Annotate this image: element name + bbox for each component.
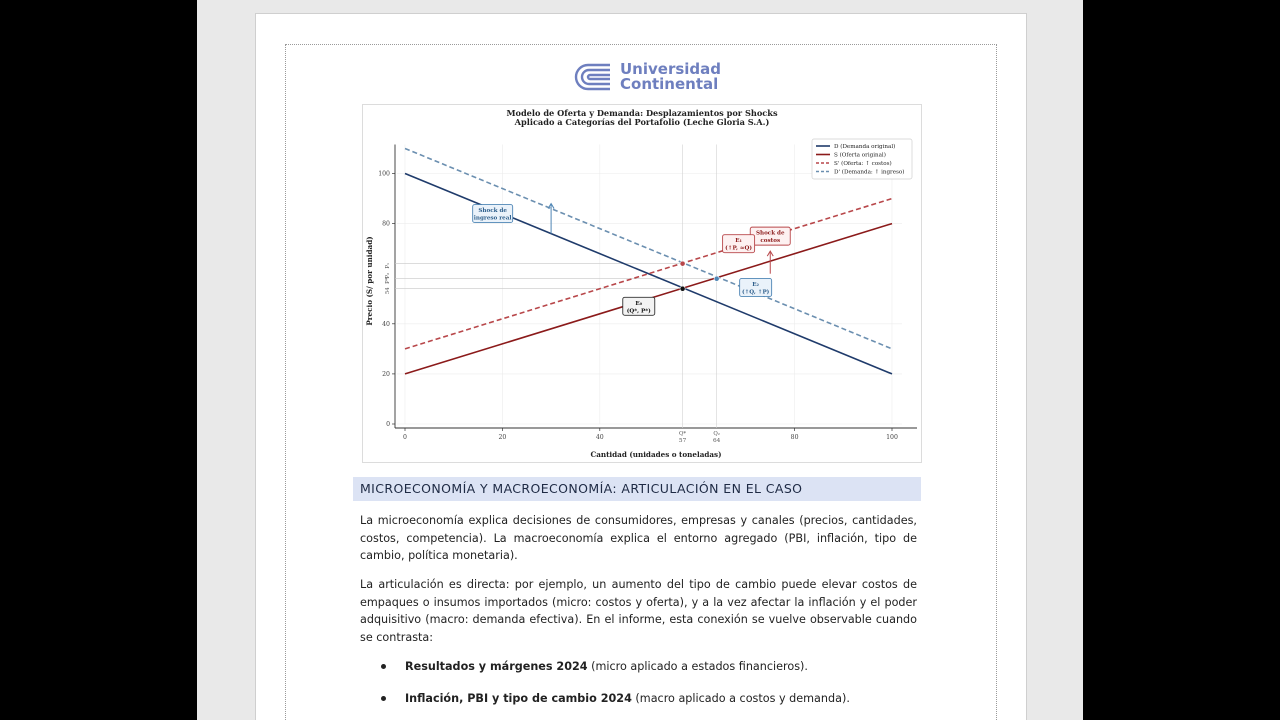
bullet-bold: Inflación, PBI y tipo de cambio 2024	[405, 692, 632, 705]
equilibrium-point	[714, 276, 719, 281]
equilibrium-annotation-sublabel: (↑P, ≈Q)	[725, 245, 753, 252]
equilibrium-annotation-sublabel: (↑Q, ↑P)	[741, 289, 770, 296]
quantity-marker-label: Q*	[679, 431, 687, 437]
price-marker-label: P₂	[385, 272, 391, 279]
university-logo-icon	[574, 62, 614, 92]
y-tick-label: 0	[386, 421, 390, 428]
equilibrium-annotation-label: E₁	[735, 238, 742, 245]
x-tick-label: 0	[403, 434, 407, 441]
shock-annotation-sublabel: costos	[760, 238, 781, 245]
bullet-text: (micro aplicado a estados financieros).	[587, 660, 808, 673]
equilibrium-point	[680, 286, 685, 291]
paragraph-1: La microeconomía explica decisiones de consumidores, empresas y canales (precios, cantidades, costos, competencia). La macroeconomía explica el entorno agregado (PBI, inflación, tipo de cambio, política monetaria).	[360, 514, 917, 562]
chart-legend	[812, 139, 912, 179]
equilibrium-annotation-label: E₀	[635, 300, 643, 307]
plot-area	[378, 144, 917, 444]
quantity-marker-value: 57	[678, 438, 687, 444]
chart-canvas	[363, 105, 921, 462]
shock-annotation-label: Shock de	[478, 208, 507, 215]
equilibrium-point	[680, 261, 685, 266]
y-tick-label: 80	[382, 220, 390, 228]
list-item	[360, 658, 917, 690]
quantity-marker-label: Q₂	[713, 431, 720, 437]
paragraph-2: La articulación es directa: por ejemplo, un aumento del tipo de cambio puede elevar costos de empaques o insumos importados (micro: costos y oferta), y a la vez afectar la inflación y el poder adquisitivo (macro: demanda efectiva). En el informe, esta conexión se vuelve observable cuando se contrasta:	[360, 578, 917, 644]
supply-demand-chart	[362, 104, 922, 463]
price-marker-label: 54	[385, 287, 391, 295]
legend-entry: S (Oferta original)	[834, 152, 886, 159]
quantity-marker-value: 64	[712, 438, 721, 444]
list-item	[360, 690, 917, 720]
y-axis-label: Precio (S/ por unidad)	[365, 236, 374, 326]
shock-annotation-sublabel: ingreso real	[473, 215, 512, 222]
chart-subtitle: Aplicado a Categorías del Portafolio (Leche Gloria S.A.)	[514, 117, 770, 127]
x-axis-label: Cantidad (unidades o toneladas)	[590, 450, 722, 459]
bullet-list	[360, 658, 917, 720]
section-heading: MICROECONOMÍA Y MACROECONOMÍA: ARTICULACIÓN EN EL CASO	[353, 477, 921, 501]
legend-entry: D (Demanda original)	[834, 144, 896, 150]
equilibrium-annotation-sublabel: (Q*, P*)	[626, 308, 651, 315]
series-line-0	[405, 174, 892, 374]
bullet-text: (macro aplicado a costos y demanda).	[631, 692, 850, 705]
legend-entry: S' (Oferta: ↑ costos)	[834, 161, 892, 167]
logo-line-2: Continental	[620, 75, 719, 93]
bullet-dot-icon	[381, 696, 386, 701]
y-tick-label: 20	[382, 370, 390, 378]
equilibrium-annotation-label: E₂	[752, 281, 759, 288]
y-tick-label: 40	[382, 320, 390, 328]
university-logo	[574, 61, 721, 93]
x-tick-label: 40	[595, 434, 604, 441]
chart-title: Modelo de Oferta y Demanda: Desplazamientos por Shocks	[506, 108, 778, 118]
x-tick-label: 80	[790, 434, 799, 441]
logo-line-1: Universidad	[620, 60, 722, 78]
bullet-dot-icon	[381, 664, 386, 669]
document-page	[255, 13, 1027, 720]
document-viewport[interactable]	[197, 0, 1083, 720]
x-tick-label: 20	[498, 434, 507, 441]
bullet-bold: Resultados y márgenes 2024	[405, 660, 588, 673]
shock-annotation-label: Shock de	[755, 230, 785, 237]
legend-entry: D' (Demanda: ↑ ingreso)	[834, 169, 905, 176]
y-tick-label: 100	[378, 170, 390, 178]
price-marker-label: P₁	[385, 262, 391, 269]
price-marker-label: P*	[385, 277, 391, 284]
x-tick-label: 100	[886, 434, 898, 441]
